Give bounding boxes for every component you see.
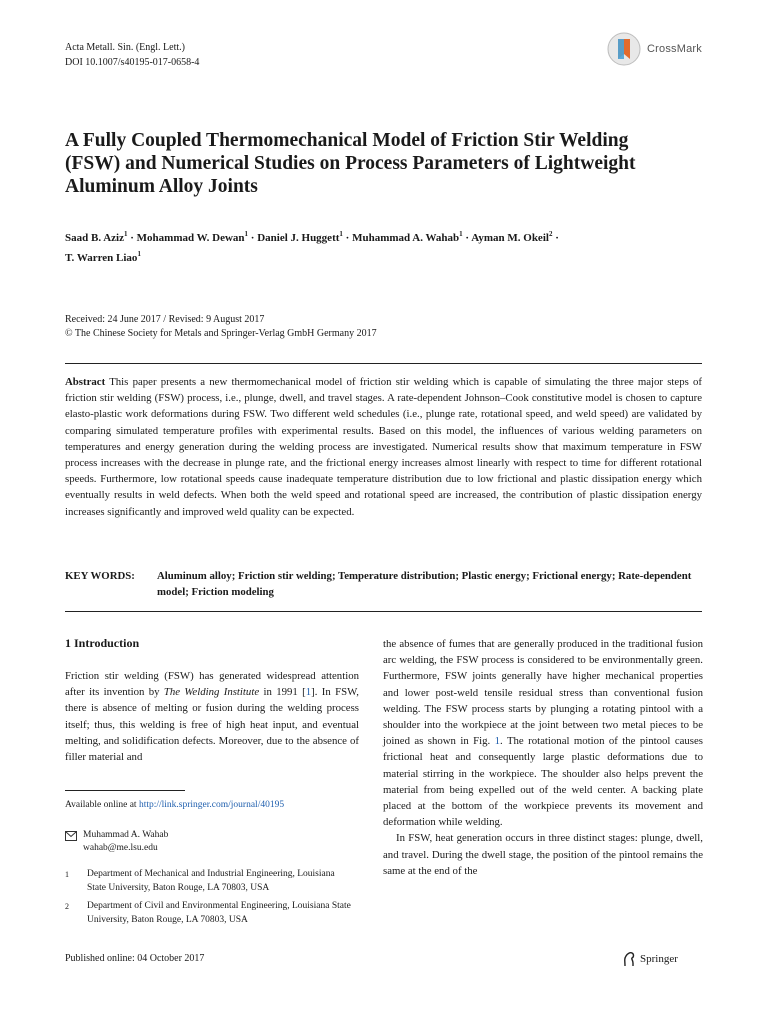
text-run: Friction stir welding (FSW) has generated widespread attention after its invention by bbox=[65, 670, 359, 699]
affiliation-1 bbox=[65, 868, 355, 895]
intro-paragraph-3: In FSW, heat generation occurs in three distinct stages: plunge, dwell, and travel. During the dwell stage, the position of the pintool remains the same at the end of the bbox=[383, 832, 703, 877]
author[interactable]: Ayman M. Okeil bbox=[471, 232, 549, 244]
author-list: Saad B. Aziz$^1$ · Mohammad W. Dewan$^1$ · Daniel J. Huggett$^1$ · Muhammad A. Wahab$^1$ · Ayman M. Okeil$^2$ · T. Warren Liao$^1$ bbox=[65, 230, 559, 264]
footnote-rule bbox=[65, 790, 185, 791]
author[interactable]: Mohammad W. Dewan bbox=[136, 232, 245, 244]
crossmark-badge[interactable] bbox=[607, 32, 702, 66]
author-affiliation: 1 bbox=[137, 250, 141, 258]
affiliation-text: Department of Civil and Environmental Engineering, Louisiana State University, Baton Rouge, LA 70803, USA bbox=[87, 901, 351, 925]
keywords-text: Aluminum alloy; Friction stir welding; Temperature distribution; Plastic energy; Frictional energy; Rate-dependent model; Friction modeling bbox=[157, 570, 692, 598]
abstract-label: Abstract bbox=[65, 376, 106, 388]
author[interactable]: Saad B. Aziz bbox=[65, 232, 124, 244]
text-run: . The rotational motion of the pintool causes frictional heat and consequently large plastic deformations due to material stirring in the workpiece. The shoulder also helps prevent the material from being expelled out of the weld center. A backing plate placed at the bottom of the workpiece prevents its movement and deformation while welding. bbox=[383, 735, 704, 829]
crossmark-icon bbox=[607, 32, 641, 66]
author[interactable]: T. Warren Liao bbox=[65, 252, 138, 264]
publisher-logo bbox=[622, 951, 678, 967]
journal-header bbox=[65, 40, 199, 70]
section-heading: 1 Introduction bbox=[65, 636, 140, 650]
keywords-label: KEY WORDS: bbox=[65, 570, 135, 582]
author-affiliation: 1 bbox=[339, 230, 343, 238]
envelope-icon bbox=[65, 831, 77, 841]
divider bbox=[65, 363, 702, 364]
author-affiliation: 1 bbox=[459, 230, 463, 238]
abstract bbox=[65, 374, 702, 520]
crossmark-label: CrossMark bbox=[647, 43, 702, 55]
received-dates: Received: 24 June 2017 / Revised: 9 August 2017 bbox=[65, 314, 265, 325]
text-run: ]. In FSW, there is absence of melting or fusion during the welding process itself; thus, this welding is free of high heat input, and eventual melting, and solidification defects. Moreover, due to the absence of filler material and bbox=[65, 686, 360, 764]
abstract-text: This paper presents a new thermomechanical model of friction stir welding which is capable of simulating the three major steps of friction stir welding (FSW) process, i.e., plunge, dwell, and travel stages. A rate-dependent Johnson–Cook constitutive model is chosen to capture elasto-plastic work deformations during FSW. Two different weld schedules (i.e., plunge rate, rotational speed, and weld speed) are validated by comparing simulated temperature profiles with experimental results. Based on this model, the influences of various welding parameters on temperatures and energy generation during the welding process are investigated. Numerical results show that maximum temperature in FSW process increases with the decrease in plunge rate, and the frictional energy increases almost linearly with respect to time for different rotational speeds. Furthermore, low rotational speeds cause inadequate temperature distribution due to low frictional and plastic dissipation energy which eventually results in weld defects. When both the weld speed and rotational speed are increased, the contribution of plastic dissipation energy increases significantly and improved weld quality can be expected. bbox=[65, 376, 702, 518]
divider bbox=[65, 611, 702, 612]
published-online: Published online: 04 October 2017 bbox=[65, 953, 205, 964]
contact-name: Muhammad A. Wahab bbox=[83, 830, 169, 840]
author[interactable]: Daniel J. Huggett bbox=[257, 232, 340, 244]
affiliation-number: 2 bbox=[65, 902, 69, 911]
intro-paragraph-1 bbox=[65, 668, 359, 765]
citation-link[interactable]: 1 bbox=[305, 686, 312, 699]
affiliation-number: 1 bbox=[65, 870, 69, 879]
dates-block bbox=[65, 313, 377, 340]
figure-link[interactable]: 1 bbox=[494, 735, 501, 748]
doi: DOI 10.1007/s40195-017-0658-4 bbox=[65, 57, 200, 68]
paper-title: A Fully Coupled Thermomechanical Model of Friction Stir Welding (FSW) and Numerical Studies on Process Parameters of Lightweight Aluminum Alloy Joints bbox=[65, 130, 636, 197]
corresponding-author bbox=[65, 829, 168, 855]
copyright: © The Chinese Society for Metals and Springer-Verlag GmbH Germany 2017 bbox=[65, 327, 377, 339]
institute-name: The Welding Institute bbox=[163, 686, 260, 699]
journal-name: Acta Metall. Sin. (Engl. Lett.) bbox=[65, 42, 185, 53]
affiliation-text: Department of Mechanical and Industrial Engineering, Louisiana State University, Baton Rouge, LA 70803, USA bbox=[87, 869, 335, 893]
intro-right-column bbox=[383, 636, 703, 879]
text-run: the absence of fumes that are generally produced in the traditional fusion arc welding, the FSW process is considered to be environmentally green. Furthermore, FSW joints generally have higher mechanical properties and lower post-weld tensile residual stress than conventional fusion welding. The FSW process starts by plunging a rotating pintool with a shoulder into the workpiece at the joint between two metal pieces to be joined as shown in Fig. bbox=[383, 638, 703, 748]
contact-email[interactable]: wahab@me.lsu.edu bbox=[83, 843, 158, 853]
intro-paragraph-2 bbox=[383, 636, 703, 830]
author-affiliation: 1 bbox=[244, 230, 249, 238]
affiliation-2 bbox=[65, 900, 355, 927]
author-affiliation: 1 bbox=[123, 230, 128, 238]
springer-horse-icon bbox=[622, 951, 636, 967]
author-affiliation: 2 bbox=[548, 230, 553, 238]
author[interactable]: Muhammad A. Wahab bbox=[352, 232, 460, 244]
available-online bbox=[65, 800, 284, 810]
text-run: in 1991 [ bbox=[259, 686, 306, 699]
publisher-name: Springer bbox=[640, 953, 678, 965]
available-label: Available online at bbox=[65, 800, 139, 810]
journal-link[interactable]: http://link.springer.com/journal/40195 bbox=[138, 800, 285, 810]
keywords bbox=[65, 568, 702, 600]
